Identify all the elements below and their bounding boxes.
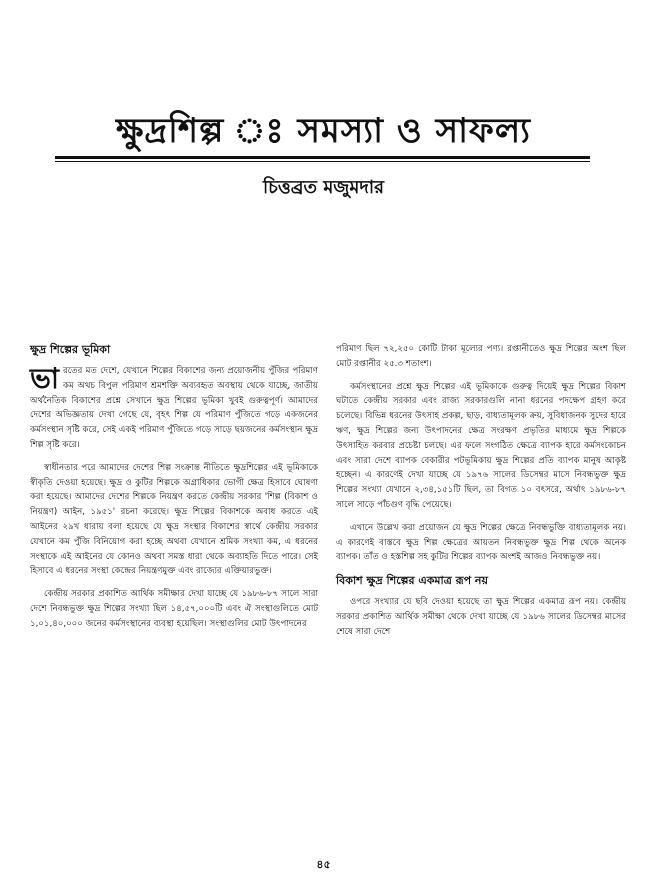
title-rule-thick xyxy=(55,156,590,159)
right-column xyxy=(336,342,626,648)
drop-cap: ভা xyxy=(30,362,59,395)
paragraph: কর্মসংস্থানের প্রশ্নে ক্ষুদ্র শিল্পের এই ভূমিকাকে গুরুত্ব দিয়েই ক্ষুদ্র শিল্পের বিকাশ ঘটাতে কেন্দ্রীয় সরকার এবং রাজ্য সরকারগুলি নানা ধরনের পদক্ষেপ গ্রহণ করে চলেছে। বিভিন্ন ধরনের উৎসাহ প্রকল্প, ছাড়, বাধ্যতামূলক ক্রয়, সুবিধাজনক সুদের হারে ঋণ, ক্ষুদ্র শিল্পের জন্য উৎপাদনের ক্ষেত্র সংরক্ষণ প্রভৃতির মাধ্যমে ক্ষুদ্র শিল্পকে উৎসাহিত করবার প্রচেষ্টা চলছে। এর ফলে সংগঠিত ক্ষেত্রে ব্যাপক হারে কর্মসংকোচন এবং সারা দেশে ব্যাপক বেকারীর পটভূমিকায় ক্ষুদ্র শিল্পের প্রতি ব্যাপক মানুষ আকৃষ্ট হচ্ছেন। এ কারণেই দেখা যাচ্ছে যে ১৯৭৬ সালের ডিসেম্বর মাসে নিবন্ধভুক্ত ক্ষুদ্র শিল্পের সংখ্যা যেখানে ২,৩৪,১৫১টি ছিল, তা বিগত ১০ বৎসরে, অর্থাৎ ১৯৮৬-৮৭ সালে সাড়ে পাঁচগুণ বৃদ্ধি পেয়েছে। xyxy=(336,381,626,510)
page-number: ৪৫ xyxy=(316,858,331,871)
paragraph: এখানে উল্লেখ করা প্রয়োজন যে ক্ষুদ্র শিল্পের ক্ষেত্রে নিবন্ধভুক্তি বাধ্যতামূলক নয়। এ কারণেই বাস্তবে ক্ষুদ্র শিল্প ক্ষেত্রের আয়তন নিবন্ধভুক্ত ক্ষুদ্র শিল্প থেকে অনেক ব্যাপক। তাঁত ও হস্তশিল্প সহ কুটির শিল্পের ব্যাপক অংশই আজও নিবন্ধভুক্ত নয়। xyxy=(336,522,626,563)
author-name: চিত্তব্রত মজুমদার xyxy=(263,177,384,198)
left-column xyxy=(30,342,318,640)
paragraph: পরিমাণ ছিল ৭২,২৫০ কোটি টাকা মূল্যের পণ্য। রপ্তানীতেও ক্ষুদ্র শিল্পের অংশ ছিল মোট রপ্তানীর ২৫.৩ শতাংশ। xyxy=(336,344,626,369)
article-title: ক্ষুদ্রশিল্প ঃ সমস্যা ও সাফল্য xyxy=(115,111,532,151)
paragraph: স্বাধীনতার পরে আমাদের দেশের শিল্প সংক্রান্ত নীতিতে ক্ষুদ্রশিল্পের এই ভূমিকাকে স্বীকৃতি দেওয়া হয়েছে। ক্ষুদ্র ও কুটির শিল্পকে অগ্রাধিকার ভোগী ক্ষেত্র হিসাবে ঘোষণা করা হয়েছে। আমাদের দেশের শিল্পকে নিয়ন্ত্রণ করতে কেন্দ্রীয় সরকার 'শিল্প (বিকাশ ও নিয়ন্ত্রণ) আইন, ১৯৫১' রচনা করেছে। ক্ষুদ্র শিল্পের বিকাশকে অবাধ করতে এই আইনের ২৯খ ধারায় বলা হয়েছে যে ক্ষুদ্র সংস্থার বিকাশের স্বার্থে কেন্দ্রীয় সরকার যেখানে কম পুঁজি বিনিয়োগ করা হচ্ছে অথবা যেখানে শ্রমিক সংখ্যা কম, এ ধরনের সংস্থাকে এই আইনের যে কোনও অথবা সমস্ত ধারা থেকে অব্যাহতি দিতে পারে। সেই হিসাবে এ ধরনের সংস্থা কেন্দ্রের নিয়ন্ত্রণমুক্ত এবং রাজ্যের এক্তিয়ারভুক্ত। xyxy=(30,462,318,577)
paragraph: কেন্দ্রীয় সরকার প্রকাশিত আর্থিক সমীক্ষার দেখা যাচ্ছে যে ১৯৮৬-৮৭ সালে সারা দেশে নিবন্ধভুক্ত ক্ষুদ্র শিল্পের সংখ্যা ছিল ১৪,৫৭,০০০টি এবং ঐ সংস্থাগুলিতে মোট ১,০১,৪০,০০০ জনের কর্মসংস্থানের ব্যবস্থা হয়েছিল। সংস্থাগুলির মোট উৎপাদনের xyxy=(30,589,318,629)
section-heading-development: বিকাশ ক্ষুদ্র শিল্পের একমাত্র রূপ নয় xyxy=(336,574,488,588)
intro-paragraph xyxy=(30,364,318,453)
paragraph-text: রতের মত দেশে, যেখানে শিল্পের বিকাশের জন্য প্রয়োজনীয় পুঁজির পরিমাণ কম অথচ বিপুল পরিমাণ শ্রমশক্তি অব্যবহৃত অবস্থায় থেকে যাচ্ছে, জাতীয় অর্থনৈতিক বিকাশের প্রশ্নে সেখানে ক্ষুদ্র শিল্পের ভূমিকা খুবই গুরুত্বপূর্ণ। আমাদের দেশের অভিজ্ঞতায় দেখা গেছে যে, বৃহৎ শিল্প যে পরিমাণ পুঁজিতে গড়ে একজনের কর্মসংস্থান সৃষ্টি করে, সেই একই পরিমাণ পুঁজিতে গড়ে সাড়ে ছয়জনের কর্মসংস্থান ক্ষুদ্র শিল্প সৃষ্টি করে। xyxy=(30,366,318,450)
paragraph: ওপরে সংখ্যার যে ছবি দেওয়া হয়েছে তা ক্ষুদ্র শিল্পের একমাত্র রূপ নয়। কেন্দ্রীয় সরকার প্রকাশিত আর্থিক সমীক্ষা থেকে দেখা যাচ্ছে যে ১৯৮৬ সালের ডিসেম্বর মাসের শেষে সারা দেশে xyxy=(336,597,626,637)
section-heading-intro: ক্ষুদ্র শিল্পের ভূমিকা xyxy=(30,343,111,356)
title-rule-thin xyxy=(55,161,590,162)
